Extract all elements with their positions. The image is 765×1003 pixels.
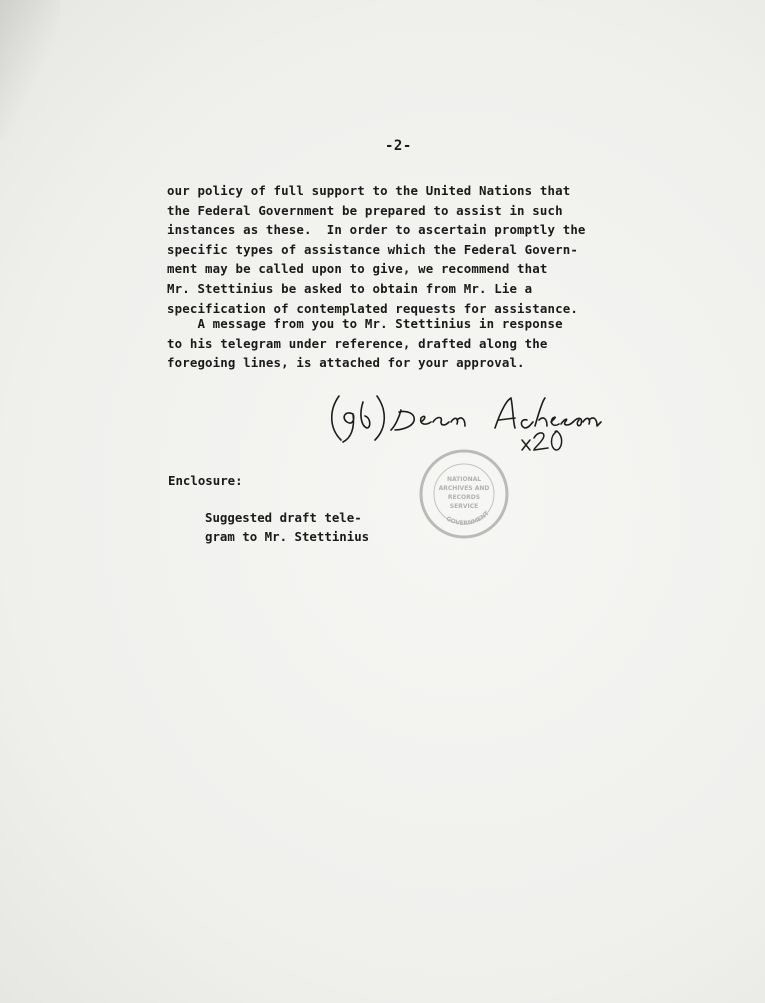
stamp-ring-text: GOVERNMENT bbox=[444, 509, 491, 528]
text-line: our policy of full support to the United Nations that bbox=[167, 183, 571, 198]
text-line: foregoing lines, is attached for your approval. bbox=[167, 355, 525, 371]
text-line: Mr. Stettinius be asked to obtain from Mr. Lie a bbox=[167, 280, 533, 296]
archive-stamp bbox=[418, 448, 510, 540]
stamp-line: ARCHIVES AND bbox=[438, 485, 490, 492]
stamp-line: RECORDS bbox=[447, 494, 481, 501]
text-line: ment may be called upon to give, we recommend that bbox=[167, 261, 548, 277]
text-line: to his telegram under reference, drafted along the bbox=[167, 335, 548, 351]
body-paragraph-2 bbox=[167, 314, 607, 373]
paper-fold-shadow bbox=[0, 0, 60, 140]
handwritten-file-mark bbox=[518, 426, 568, 454]
stamp-line: NATIONAL bbox=[446, 476, 482, 483]
enclosure-label: Enclosure: bbox=[168, 473, 243, 488]
text-line: Suggested draft tele- bbox=[205, 510, 362, 525]
page-number: -2- bbox=[385, 138, 412, 154]
body-paragraph-1 bbox=[167, 181, 607, 318]
text-line: specific types of assistance which the Federal Govern- bbox=[167, 241, 578, 257]
stamp-line: SERVICE bbox=[449, 503, 479, 510]
text-line: instances as these. In order to ascertain promptly the bbox=[167, 222, 586, 238]
text-line: the Federal Government be prepared to assist in such bbox=[167, 202, 563, 218]
text-line: A message from you to Mr. Stettinius in response bbox=[167, 316, 563, 331]
enclosure-item bbox=[205, 508, 369, 546]
text-line: specification of contemplated requests for assistance. bbox=[167, 300, 578, 316]
text-line: gram to Mr. Stettinius bbox=[205, 529, 370, 544]
